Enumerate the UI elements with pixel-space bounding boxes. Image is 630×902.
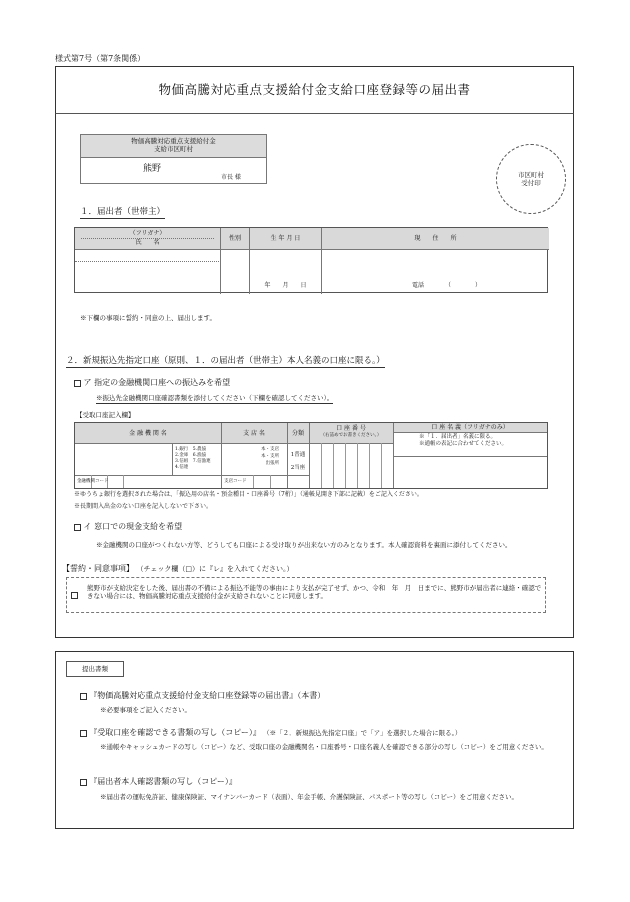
document-title-extra: （※「２．新規振込先指定口座」で「ア」を選択した場合に限る。）	[263, 729, 462, 737]
document-item	[80, 728, 461, 738]
document-checkbox[interactable]	[80, 730, 87, 737]
section1-heading: １．届出者（世帯主）	[80, 207, 166, 217]
gender-field[interactable]	[221, 250, 250, 294]
document-note: ※必要事項をご記入ください。	[100, 706, 191, 714]
consent-checkbox[interactable]	[71, 592, 78, 599]
yucho-note: ※ゆうちょ銀行を選択された場合は、「振込用の店名・預金種目・口座番号（7桁）」（通帳見開き下部に記載）をご記入ください。	[74, 491, 423, 498]
option-i-note: ※金融機関の口座がつくれない方等、どうしても口座による受け取りが出来ない方のみとなります。本人確認資料を裏面に添付してください。	[96, 541, 512, 549]
account-number-header: 口 座 番 号 （右詰めでお書きください。）	[320, 425, 382, 438]
name-field[interactable]	[75, 262, 221, 294]
category-header: 分類	[291, 430, 304, 437]
section2-heading: ２．新規振込先指定口座（原則、１．の届出者（世帯主）本人名義の口座に限る。）	[66, 356, 385, 366]
bank-type-list: 1.銀行 5.農協 2.金庫 6.漁協 3.信組 7.信漁連 4.信連	[175, 447, 211, 470]
gender-label: 性別	[221, 228, 250, 250]
form-number: 様式第7号（第7条関係）	[55, 54, 146, 63]
documents-label: 提出書類	[66, 661, 124, 677]
branch-code-label: 支店コード	[224, 479, 247, 484]
furigana-label: （フリガナ）	[129, 230, 166, 237]
reception-stamp-area: 市区町村 受付印	[496, 144, 566, 214]
holder-note-1: ※「１．届出者」名義に限る。	[419, 434, 497, 440]
option-i-label: イ 窓口での現金支給を希望	[83, 522, 183, 531]
consent-box	[66, 577, 546, 613]
bank-box-label: 【受取口座記入欄】	[76, 411, 135, 419]
document-checkbox[interactable]	[80, 779, 87, 786]
option-i[interactable]	[74, 522, 182, 532]
document-title: 『受取口座を確認できる書類の写し（コピー）』	[89, 728, 261, 737]
document-title: 『物価高騰対応重点支援給付金支給口座登録等の届出書』（本書）	[89, 691, 326, 700]
document-item	[80, 777, 237, 787]
addressee-box	[80, 134, 267, 184]
document-checkbox[interactable]	[80, 693, 87, 700]
bank-account-table	[74, 422, 548, 489]
option-a[interactable]	[74, 378, 230, 388]
option-a-checkbox[interactable]	[74, 380, 81, 387]
institution-header: 金 融 機 関 名	[129, 430, 167, 437]
form-title: 物価高騰対応重点支援給付金支給口座登録等の届出書	[55, 66, 574, 114]
pledge-note: ※下欄の事項に誓約・同意の上、届出します。	[80, 314, 216, 322]
holder-note-2: ※通帳の表記に合わせてください。	[419, 441, 508, 447]
option-a-label: ア 指定の金融機関口座への振込みを希望	[83, 378, 231, 387]
document-title: 『届出者本人確認書類の写し（コピー）』	[89, 777, 237, 786]
longterm-note: ※長期間入出金のない口座を記入しないで下さい。	[74, 503, 213, 510]
holder-header: 口 座 名 義（フリガナのみ）	[393, 423, 547, 432]
applicant-table	[74, 227, 548, 293]
addressee-name: 熊野	[143, 164, 162, 174]
category-options[interactable]: 1普通 2当座	[290, 452, 306, 472]
birthdate-field[interactable]: 年 月 日	[250, 250, 322, 294]
option-a-note: ※振込先金融機関口座確認書類を添付してください（下欄を確認してください）。	[96, 394, 334, 402]
option-i-checkbox[interactable]	[74, 524, 81, 531]
name-label: 氏 名	[135, 238, 160, 246]
document-note: ※通帳やキャッシュカードの写し（コピー）など、受取口座の金融機関名・口座番号・口座名義人を確認できる部分の写し（コピー）をご用意ください。	[100, 743, 548, 751]
address-label: 現 住 所	[322, 228, 549, 250]
bank-code-label: 金融機関コード	[77, 479, 109, 484]
addressee-header: 物価高騰対応重点支援給付金 支給市区町村	[81, 135, 266, 158]
addressee-suffix: 市長 様	[221, 174, 241, 181]
consent-heading: 【誓約・同意事項】 （チェック欄（□）に『レ』を入れてください。）	[62, 564, 294, 573]
document-item	[80, 691, 325, 701]
address-field[interactable]: 電話 （ ）	[412, 282, 482, 289]
branch-type-list: 本・支店 本・支所 出張所	[261, 447, 279, 466]
birthdate-label: 生 年 月 日	[250, 228, 322, 250]
consent-text: 熊野市が支給決定をした後、届出書の不備による振込不能等の事由により支払が完了せず、かつ、令和 年 月 日までに、熊野市が届出者に連絡・確認できない場合には、物価高騰対応重点支援給付金が支給されないことに同意します。	[87, 584, 542, 601]
documents-frame	[55, 651, 574, 829]
document-note: ※届出者の運転免許証、健康保険証、マイナンバーカード（表面）、年金手帳、介護保険証、パスポート等の写し（コピー）をご用意ください。	[100, 793, 518, 801]
furigana-field[interactable]	[75, 250, 221, 262]
branch-header: 支 店 名	[243, 430, 265, 437]
